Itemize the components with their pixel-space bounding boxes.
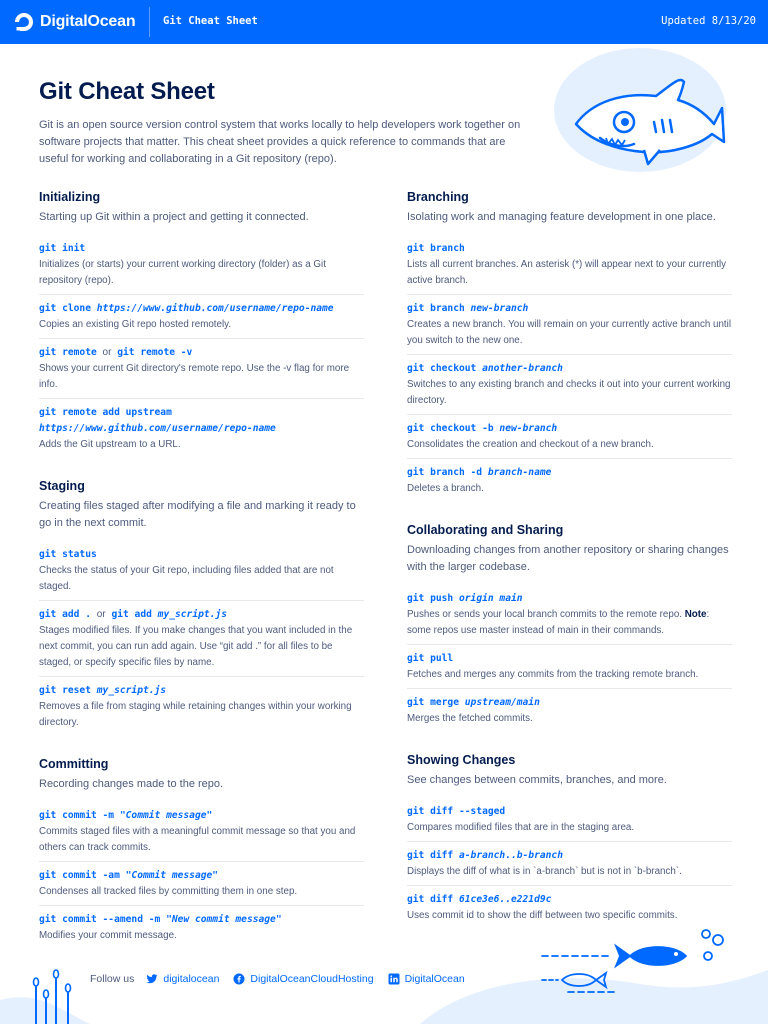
command-item bbox=[39, 235, 364, 295]
section-title: Showing Changes bbox=[407, 753, 516, 767]
command-text: git commit -am " bbox=[39, 870, 132, 881]
command-description: Condenses all tracked files by committing them in one step. bbox=[39, 886, 298, 897]
command-code[interactable] bbox=[407, 651, 732, 667]
command-argument: my_script.js bbox=[96, 685, 167, 696]
command-code[interactable] bbox=[407, 804, 732, 820]
command-text: git branch bbox=[407, 303, 465, 314]
updated-date: Updated 8/13/20 bbox=[661, 15, 756, 27]
brand-name: DigitalOcean bbox=[40, 13, 136, 30]
section-initializing bbox=[39, 189, 364, 458]
command-item bbox=[39, 601, 364, 677]
command-text: git remote bbox=[39, 347, 97, 358]
command-description: Consolidates the creation and checkout of a new branch. bbox=[407, 439, 654, 450]
section-title: Staging bbox=[39, 479, 85, 493]
command-argument: https://www.github.com/username/repo-name bbox=[39, 423, 276, 434]
command-item bbox=[39, 677, 364, 736]
command-description: Uses commit id to show the diff between two specific commits. bbox=[407, 910, 678, 921]
command-description: Initializes (or starts) your current working directory (folder) as a Git repository (repo). bbox=[39, 259, 326, 286]
command-text: git status bbox=[39, 549, 97, 560]
section-description: Recording changes made to the repo. bbox=[39, 778, 224, 790]
command-item bbox=[407, 645, 732, 689]
facebook-icon bbox=[233, 973, 245, 985]
command-text: git clone bbox=[39, 303, 91, 314]
digitalocean-logo-icon bbox=[13, 11, 35, 33]
command-item bbox=[39, 339, 364, 399]
command-code[interactable] bbox=[39, 683, 364, 699]
command-code[interactable] bbox=[39, 868, 364, 884]
command-code[interactable] bbox=[407, 695, 732, 711]
command-description: Merges the fetched commits. bbox=[407, 713, 533, 724]
command-argument: Commit message bbox=[131, 870, 213, 881]
linkedin-handle: DigitalOcean bbox=[404, 973, 465, 985]
command-argument: new-branch bbox=[499, 423, 558, 434]
command-code[interactable] bbox=[39, 301, 364, 317]
command-text: git remote add upstream bbox=[39, 407, 172, 418]
command-argument: New commit message bbox=[171, 914, 276, 925]
command-item bbox=[407, 689, 732, 732]
command-argument: upstream/main bbox=[464, 697, 540, 708]
command-item bbox=[39, 541, 364, 601]
fish-decoration-icon bbox=[538, 926, 738, 996]
top-banner bbox=[0, 0, 768, 44]
section-committing bbox=[39, 756, 364, 949]
left-column bbox=[39, 189, 364, 969]
section-description: See changes between commits, branches, and more. bbox=[407, 774, 667, 786]
section-title: Branching bbox=[407, 190, 469, 204]
command-description: Creates a new branch. You will remain on your currently active branch until you switch to the new one. bbox=[407, 319, 732, 346]
right-column bbox=[407, 189, 732, 949]
section-description: Isolating work and managing feature development in one place. bbox=[407, 211, 716, 223]
facebook-handle: DigitalOceanCloudHosting bbox=[250, 973, 374, 985]
command-quote: " bbox=[212, 870, 219, 881]
command-code[interactable] bbox=[407, 361, 732, 377]
command-description: Copies an existing Git repo hosted remotely. bbox=[39, 319, 232, 330]
sammy-shark-illustration bbox=[552, 46, 728, 180]
command-code[interactable] bbox=[39, 345, 364, 361]
command-argument: a-branch..b-branch bbox=[459, 850, 563, 861]
section-staging bbox=[39, 478, 364, 736]
command-quote: " bbox=[206, 810, 213, 821]
command-code[interactable] bbox=[407, 465, 732, 481]
command-text: git add bbox=[111, 609, 152, 620]
command-argument: branch-name bbox=[487, 467, 552, 478]
command-description: Commits staged files with a meaningful commit message so that you and others can track commits. bbox=[39, 826, 356, 853]
note-text: : some repos use master instead of main in their commands. bbox=[407, 609, 710, 636]
section-collaborating bbox=[407, 522, 732, 732]
section-title: Committing bbox=[39, 757, 109, 771]
command-description: Checks the status of your Git repo, including files added that are not staged. bbox=[39, 565, 334, 592]
command-argument: origin main bbox=[459, 593, 523, 604]
command-description: Switches to any existing branch and checks it out into your current working directory. bbox=[407, 379, 731, 406]
command-text: git diff bbox=[407, 894, 454, 905]
command-description: Modifies your commit message. bbox=[39, 930, 177, 941]
section-title: Initializing bbox=[39, 190, 101, 204]
command-item bbox=[407, 798, 732, 842]
command-argument: new-branch bbox=[470, 303, 529, 314]
command-argument: another-branch bbox=[482, 363, 563, 374]
command-text: git diff bbox=[407, 850, 454, 861]
seaweed-decoration-icon bbox=[30, 968, 76, 1024]
command-item bbox=[407, 295, 732, 355]
command-description: Removes a file from staging while retaining changes within your working directory. bbox=[39, 701, 352, 728]
command-code[interactable] bbox=[39, 547, 364, 563]
header-divider bbox=[149, 7, 150, 37]
command-description: Stages modified files. If you make changes that you want included in the next commit, you can run add again. Use “git add .” for all files to be staged, or specify specific files by name. bbox=[39, 625, 353, 668]
command-code[interactable] bbox=[39, 912, 364, 928]
command-description: Compares modified files that are in the staging area. bbox=[407, 822, 635, 833]
command-code[interactable] bbox=[39, 607, 364, 623]
command-code[interactable] bbox=[39, 405, 364, 437]
page-title: Git Cheat Sheet bbox=[39, 78, 215, 105]
command-argument: Commit message bbox=[125, 810, 207, 821]
command-quote: " bbox=[275, 914, 282, 925]
command-text: git branch bbox=[407, 243, 465, 254]
command-code[interactable] bbox=[407, 591, 732, 607]
brand-logo[interactable] bbox=[13, 11, 135, 33]
linkedin-icon bbox=[388, 973, 400, 985]
section-branching bbox=[407, 189, 732, 502]
command-argument: https://www.github.com/username/repo-name bbox=[96, 303, 334, 314]
command-text: git checkout bbox=[407, 363, 477, 374]
command-description: Lists all current branches. An asterisk (*) will appear next to your currently active branch. bbox=[407, 259, 727, 286]
command-text: git commit -m " bbox=[39, 810, 126, 821]
command-text: git reset bbox=[39, 685, 91, 696]
command-item bbox=[407, 585, 732, 645]
command-text: git merge bbox=[407, 697, 459, 708]
section-description: Creating files staged after modifying a file and marking it ready to go in the next commit. bbox=[39, 500, 356, 529]
facebook-link[interactable] bbox=[233, 973, 373, 985]
command-text: git push bbox=[407, 593, 454, 604]
command-text: git checkout -b bbox=[407, 423, 494, 434]
follow-us-label: Follow us bbox=[90, 973, 135, 985]
command-code[interactable] bbox=[39, 808, 364, 824]
header-title: Git Cheat Sheet bbox=[163, 15, 258, 27]
section-title: Collaborating and Sharing bbox=[407, 523, 564, 537]
command-item bbox=[407, 886, 732, 929]
or-connector: or bbox=[96, 609, 106, 620]
command-code[interactable] bbox=[407, 892, 732, 908]
section-showing-changes bbox=[407, 752, 732, 929]
command-code[interactable] bbox=[407, 848, 732, 864]
intro-paragraph: Git is an open source version control system that works locally to help developers work together on software projects that matter. This cheat sheet provides a quick reference to commands that are useful for working and collaborating in a Git repository (repo). bbox=[39, 119, 521, 165]
command-code[interactable] bbox=[407, 241, 732, 257]
section-description: Downloading changes from another repository or sharing changes with the larger codebase. bbox=[407, 544, 729, 573]
linkedin-link[interactable] bbox=[388, 973, 465, 985]
command-text: git remote -v bbox=[117, 347, 193, 358]
command-item bbox=[39, 862, 364, 906]
command-item bbox=[39, 295, 364, 339]
command-code[interactable] bbox=[407, 421, 732, 437]
command-description bbox=[407, 607, 732, 639]
twitter-icon bbox=[146, 973, 158, 985]
command-text: git branch -d bbox=[407, 467, 483, 478]
command-text: git commit --amend -m " bbox=[39, 914, 172, 925]
command-item bbox=[407, 355, 732, 415]
command-item bbox=[407, 235, 732, 295]
section-description: Starting up Git within a project and getting it connected. bbox=[39, 211, 309, 223]
command-text: git diff --staged bbox=[407, 806, 506, 817]
command-item bbox=[407, 415, 732, 459]
command-code[interactable] bbox=[407, 301, 732, 317]
twitter-link[interactable] bbox=[146, 973, 219, 985]
command-argument: 61ce3e6..e221d9c bbox=[459, 894, 552, 905]
social-footer bbox=[90, 972, 479, 986]
command-description: Shows your current Git directory's remote repo. Use the -v flag for more info. bbox=[39, 363, 350, 390]
command-item bbox=[39, 802, 364, 862]
twitter-handle: digitalocean bbox=[163, 973, 220, 985]
command-item bbox=[39, 399, 364, 458]
command-code[interactable] bbox=[39, 241, 364, 257]
command-description: Deletes a branch. bbox=[407, 483, 484, 494]
or-connector: or bbox=[102, 347, 112, 358]
command-description-text: Pushes or sends your local branch commits to the remote repo. bbox=[407, 609, 682, 620]
command-description: Fetches and merges any commits from the tracking remote branch. bbox=[407, 669, 699, 680]
command-text: git add . bbox=[39, 609, 91, 620]
command-text: git pull bbox=[407, 653, 454, 664]
command-argument: my_script.js bbox=[157, 609, 227, 620]
command-description: Adds the Git upstream to a URL. bbox=[39, 439, 181, 450]
command-description: Displays the diff of what is in `a-branch` but is not in `b-branch`. bbox=[407, 866, 682, 877]
command-item bbox=[407, 842, 732, 886]
note-label: Note bbox=[684, 609, 707, 620]
command-item bbox=[407, 459, 732, 502]
command-text: git init bbox=[39, 243, 86, 254]
